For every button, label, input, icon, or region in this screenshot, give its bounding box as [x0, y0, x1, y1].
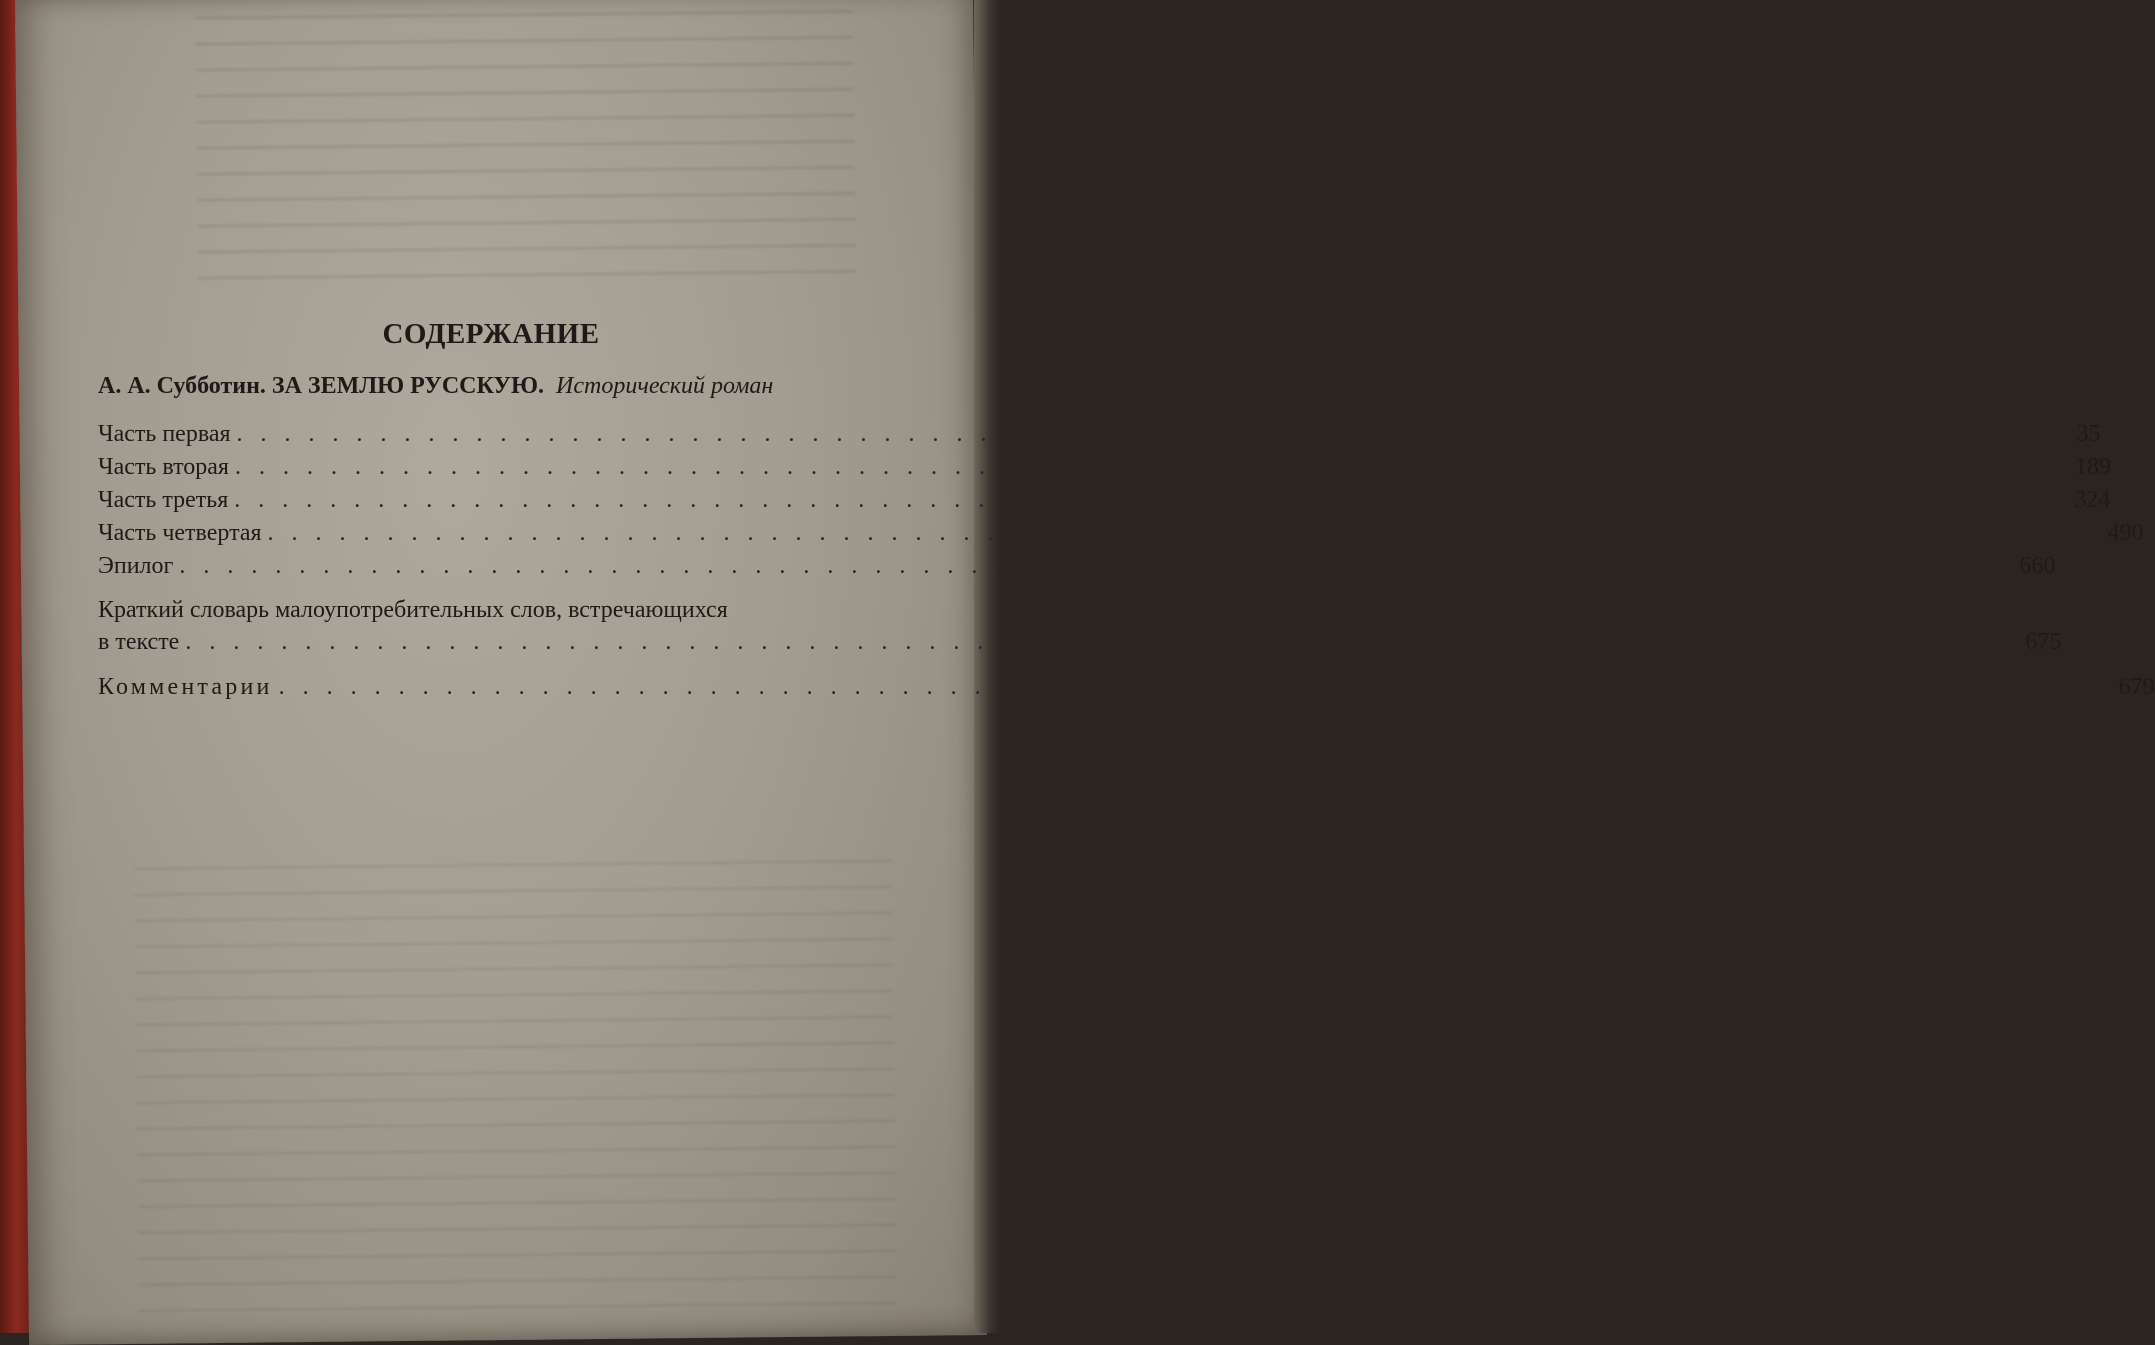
toc-entry	[98, 451, 2111, 484]
dot-leader: . . . . . . . . . . . . . . . . . . . . . . . . . . . . . . . . . . . . . . . . . . . . . . . . . . . . . . . . . . . . . . . . . . . . . . . . . . . . .	[185, 629, 2022, 655]
work-title-line	[98, 373, 884, 400]
glossary-label: в тексте	[98, 629, 180, 655]
dot-leader: . . . . . . . . . . . . . . . . . . . . . . . . . . . . . . . . . . . . . . . . . . . . . . . . . . . . . . . . . . . . . . . . . . . . . . . . . . . . .	[234, 487, 2071, 513]
work-title: ЗА ЗЕМЛЮ РУССКУЮ.	[271, 373, 545, 399]
table-of-contents	[98, 318, 2155, 704]
entry-label: Эпилог	[98, 553, 174, 579]
dot-leader: . . . . . . . . . . . . . . . . . . . . . . . . . . . . . . . . . . . . . . . . . . . . . . . . . . . . . . . . . . . . . . . . . . . . . . . . . . . . .	[278, 674, 2115, 700]
toc-entry	[98, 550, 2056, 583]
dot-leader: . . . . . . . . . . . . . . . . . . . . . . . . . . . . . . . . . . . . . . . . . . . . . . . . . . . . . . . . . . . . . . . . . . . . . . . . . . . . .	[234, 454, 2071, 480]
page-edge	[974, 0, 1000, 1333]
entry-label: Часть третья	[98, 487, 229, 513]
dot-leader: . . . . . . . . . . . . . . . . . . . . . . . . . . . . . . . . . . . . . . . . . . . . . . . . . . . . . . . . . . . . . . . . . . . . . . . . . . . . .	[267, 520, 2104, 546]
glossary-entry	[98, 626, 2062, 659]
show-through-text-bottom	[134, 846, 897, 1314]
glossary-entry-line1: Краткий словарь малоупотребительных слов, встречающихся	[98, 597, 728, 623]
show-through-text-top	[195, 0, 856, 293]
work-author: А. А. Субботин.	[98, 373, 266, 399]
toc-entry	[98, 418, 2101, 451]
dot-leader: . . . . . . . . . . . . . . . . . . . . . . . . . . . . . . . . . . . . . . . . . . . . . . . . . . . . . . . . . . . . . . . . . . . . . . . . . . . . .	[179, 553, 2016, 579]
toc-entry	[98, 484, 2111, 517]
entry-label: Часть четвертая	[98, 520, 262, 546]
comments-page-number: 679	[2118, 674, 2155, 700]
toc-heading: СОДЕРЖАНИЕ	[382, 318, 600, 350]
work-genre: Исторический роман	[556, 373, 774, 399]
toc-entry	[98, 517, 2144, 550]
entry-page-number: 660	[2019, 553, 2056, 579]
comments-label: Комментарии	[98, 674, 273, 700]
entry-label: Часть первая	[98, 421, 231, 447]
entry-page-number: 189	[2074, 454, 2111, 480]
comments-entry	[98, 671, 2155, 704]
spacer	[98, 659, 884, 671]
glossary-page-number: 675	[2025, 629, 2062, 655]
entry-page-number: 490	[2107, 520, 2144, 546]
spacer	[98, 583, 884, 595]
dot-leader: . . . . . . . . . . . . . . . . . . . . . . . . . . . . . . . . . . . . . . . . . . . . . . . . . . . . . . . . . . . . . . . . . . . . . . . . . . . . .	[236, 421, 2073, 447]
entry-page-number: 35	[2076, 421, 2101, 447]
entry-label: Часть вторая	[98, 454, 229, 480]
entry-page-number: 324	[2074, 487, 2111, 513]
